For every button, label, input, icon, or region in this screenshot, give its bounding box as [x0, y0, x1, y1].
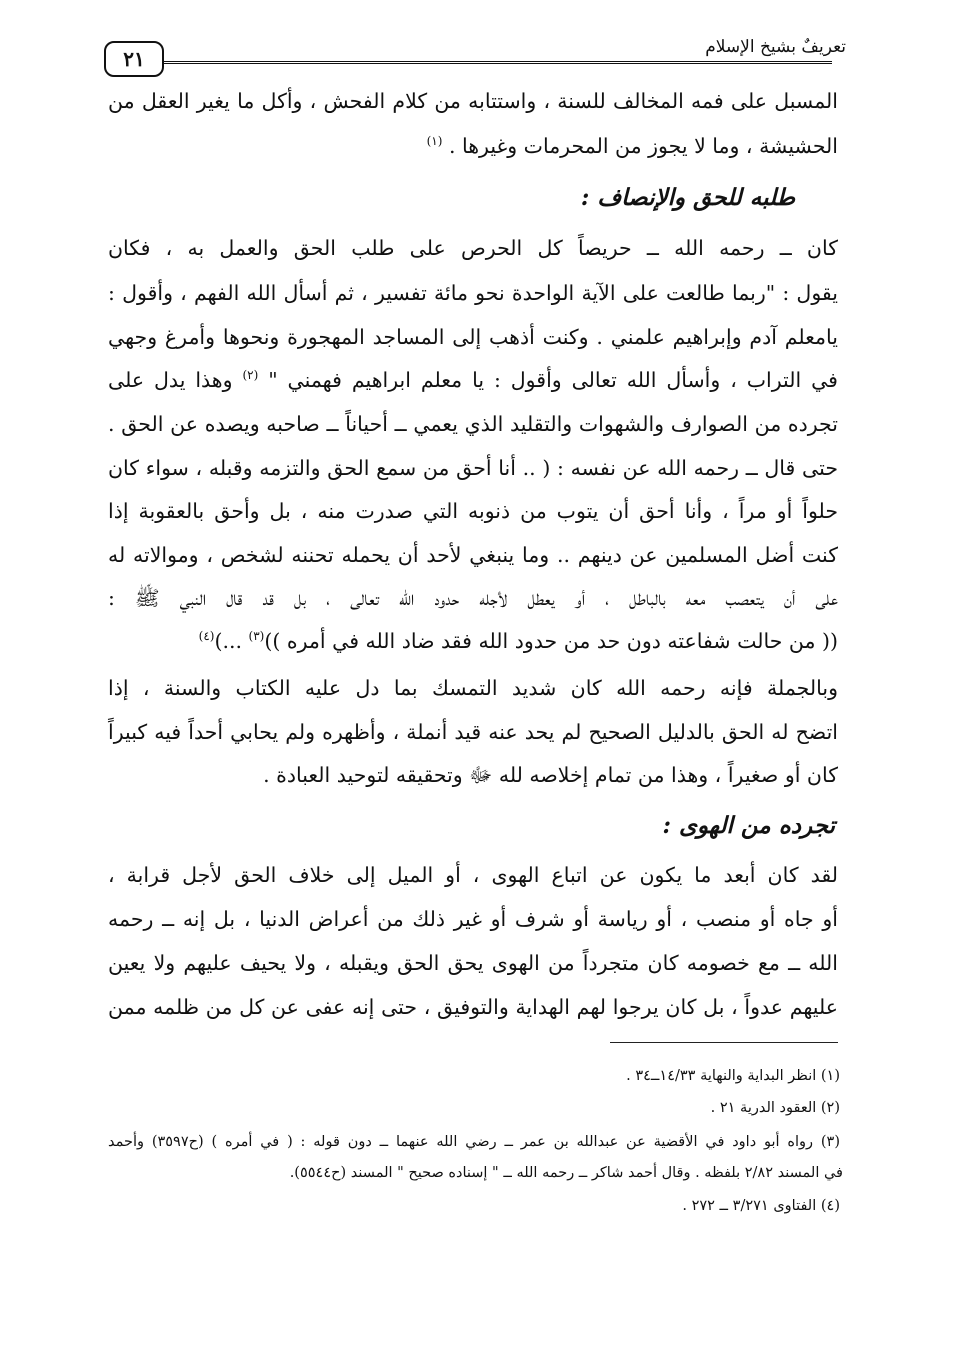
paragraph-text: في التراب ، وأسأل الله تعالى وأقول : يا معلم ابراهيم فهمني " [268, 368, 838, 392]
footnote-marker: (٣) [248, 629, 265, 644]
paragraph-line: أو جاه أو منصب ، أو رياسة أو شرف أو غير ذلك من أعراض الدنيا ، بل إنه ــ رحمه [108, 907, 838, 931]
paragraph-line: الله ــ مع خصومه كان متجرداً من الهوى يحق الحق ويقبله ، ولا يحيف عليهم ولا يعين [108, 951, 838, 975]
footnote-1: (١) انظر البداية والنهاية ١٤/٣٣ــ٣٤ . [626, 1068, 840, 1084]
paragraph-line: عليهم عدواً ، بل كان يرجوا لهم الهداية والتوفيق ، حتى إنه عفى عن كل من ظلمه ممن [108, 995, 838, 1019]
paragraph-line [108, 367, 838, 393]
paragraph-line [108, 628, 838, 654]
footnote-separator [610, 1042, 838, 1043]
paragraph-line: يامعلم آدم وإبراهيم علمني . وكنت أذهب إلى المساجد المهجورة ونحوها وأمرغ وجهي [108, 325, 838, 349]
paragraph-line: تجرده من الصوارف والشهوات والتقليد الذي يعمي ــ أحياناً ــ صاحبه ويصده عن الحق . [108, 412, 838, 436]
paragraph-line: حلواً أو مراً ، وأنا أحق أن يتوب من ذنوبه التي صدرت منه ، بل وأحق بالعقوبة إذا [108, 499, 838, 523]
footnote-marker: (٢) [242, 368, 259, 383]
paragraph-line: كان ــ رحمه الله ــ حريصاً كل الحرص على طلب الحق والعمل به ، فكان [108, 236, 838, 260]
header-rule [164, 61, 832, 64]
paragraph-text: الحشيشة ، وما لا يجوز من المحرمات وغيرها . [448, 134, 838, 158]
page-number: ٢١ [104, 41, 164, 77]
section-heading-seeking-truth: طلبه للحق والإنصاف : [580, 184, 795, 211]
paragraph-line [108, 133, 838, 159]
footnote-marker: (١) [426, 134, 443, 149]
paragraph-line: كنت أضل المسلمين عن دينهم .. وما ينبغي لأحد أن يحمله تحننه لشخص ، وموالاته له [108, 543, 838, 567]
paragraph-text: وهذا يدل على [108, 368, 233, 392]
footnote-3-continued: في المسند ٢/٨٢ بلفظه . وقال أحمد شاكر ــ رحمه الله ــ " إسناده صحيح " المسند (ح٥٥٤٤). [289, 1165, 843, 1181]
footnote-2: (٢) العقود الدرية ٢١ . [710, 1100, 840, 1116]
paragraph-line: حتى قال ــ رحمه الله عن نفسه : ( .. أنا أحق من سمع الحق والتزمه وقبله ، سواء كان [108, 456, 838, 480]
paragraph-text: ...) [214, 629, 242, 653]
paragraph-line: وبالجملة فإنه رحمه الله كان شديد التمسك بما دل عليه الكتاب والسنة ، إذا [108, 676, 838, 700]
paragraph-line: اتضح له الحق بالدليل الصحيح لم يحد عنه قيد أنملة ، وأظهره ولم يحابي أحداً فيه كبيراً [108, 720, 838, 744]
footnote-3: (٣) رواه أبو داود في الأقضية عن عبدالله بن عمر ــ رضي الله عنهما ــ دون قوله : ( في أمره ) (ح٣٥٩٧) وأحمد [108, 1134, 840, 1150]
paragraph-line: يقول : "ربما طالعت على الآية الواحدة نحو مائة تفسير ، ثم أسأل الله الفهم ، وأقول : [108, 281, 838, 305]
paragraph-line: المسبل على فمه المخالف للسنة ، واستتابه من كلام الفحش ، وأكل ما يغير العقل من [108, 89, 838, 113]
running-title: تعريفٌ بشيخ الإسلام [560, 37, 846, 57]
footnote-4: (٤) الفتاوى ٣/٢٧١ ــ ٢٧٢ . [682, 1198, 840, 1214]
footnote-marker: (٤) [198, 629, 215, 644]
paragraph-line: كان أو صغيراً ، وهذا من تمام إخلاصه لله ﷻ وتحقيقه لتوحيد العبادة . [263, 763, 838, 787]
paragraph-text: (( من حالت شفاعته دون حد من حدود الله فقد ضاد الله في أمره )) [264, 629, 838, 653]
paragraph-line: لقد كان أبعد ما يكون عن اتباع الهوى ، أو الميل إلى خلاف الحق لأجل قرابة ، [108, 863, 838, 887]
paragraph-line: على أن يتعصب معه بالباطل ، أو يعطل لأجله حدود الله تعالى ، بل قد قال النبي ﷺ : [108, 586, 838, 610]
section-heading-free-from-desire: تجرده من الهوى : [662, 812, 835, 839]
